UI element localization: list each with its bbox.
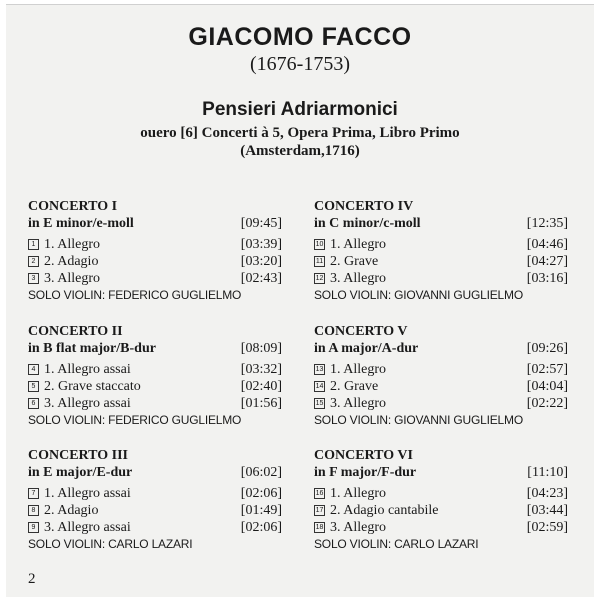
concerto-key: in B flat major/B-dur [28,341,156,356]
soloist-credit: SOLO VIOLIN: CARLO LAZARI [314,537,479,551]
track-duration: [02:06] [240,520,282,535]
track-row [28,502,282,519]
track-number-box: 2 [28,256,39,267]
track-name: 2. Adagio [44,503,99,518]
track-duration: [02:59] [526,520,568,535]
track-row [314,253,568,270]
concerto-total-duration: [06:02] [240,465,282,480]
composer-name: GIACOMO FACCO [188,23,412,51]
track-name: 3. Allegro assai [44,520,131,535]
track-name: 1. Allegro assai [44,362,131,377]
track-row [28,395,282,412]
concerto-block [314,198,568,303]
concerto-total-duration: [11:10] [527,465,568,480]
track-row [314,395,568,412]
track-number-box: 14 [315,383,324,390]
soloist-credit: SOLO VIOLIN: GIOVANNI GUGLIELMO [314,413,523,427]
track-row [314,378,568,395]
concerto-block [314,323,568,428]
work-publication: (Amsterdam,1716) [240,143,360,159]
track-row [28,519,282,536]
track-duration: [03:16] [526,271,568,286]
track-number-box: 9 [28,522,39,533]
concerto-key: in F major/F-dur [314,465,417,480]
track-duration: [04:46] [526,237,568,252]
concerto-block [28,447,282,552]
track-row [28,378,282,395]
track-duration: [02:40] [240,379,282,394]
track-row [314,361,568,378]
track-duration: [03:20] [240,254,282,269]
track-number-box: 13 [315,366,324,373]
track-number-box: 7 [28,488,39,499]
concerto-total-duration: [08:09] [240,341,282,356]
track-number-box: 11 [315,258,324,265]
work-subtitle: ouero [6] Concerti à 5, Opera Prima, Libro Primo [140,125,460,141]
concerto-total-duration: [12:35] [526,216,568,231]
track-duration: [01:49] [240,503,282,518]
track-name: 2. Adagio [44,254,99,269]
track-number-box: 12 [315,275,324,282]
track-number-box: 1 [28,239,39,250]
track-name: 2. Grave [330,254,379,269]
concerto-title: CONCERTO VI [314,448,413,463]
concerto-key-row [28,215,282,232]
concerto-title: CONCERTO II [28,324,123,339]
track-row [314,236,568,253]
concerto-key-row [28,340,282,357]
concerto-block [28,323,282,428]
track-duration: [01:56] [240,396,282,411]
track-number-box: 18 [315,524,324,531]
track-name: 3. Allegro [330,520,386,535]
track-row [314,485,568,502]
concerto-key: in E major/E-dur [28,465,133,480]
track-duration: [03:39] [240,237,282,252]
track-number-box: 17 [315,507,324,514]
concerto-key: in C minor/c-moll [314,216,421,231]
track-name: 1. Allegro assai [44,486,131,501]
track-name: 3. Allegro [330,396,386,411]
concerto-total-duration: [09:26] [526,341,568,356]
track-duration: [02:43] [240,271,282,286]
soloist-credit: SOLO VIOLIN: GIOVANNI GUGLIELMO [314,288,523,302]
concerto-key-row [314,340,568,357]
track-duration: [04:27] [526,254,568,269]
track-name: 3. Allegro [44,271,100,286]
track-name: 1. Allegro [44,237,100,252]
track-number-box: 5 [28,381,39,392]
track-duration: [02:57] [526,362,568,377]
track-name: 1. Allegro [330,237,386,252]
booklet-page [6,4,594,597]
track-duration: [04:04] [526,379,568,394]
track-name: 2. Adagio cantabile [330,503,439,518]
track-row [314,502,568,519]
track-duration: [02:22] [526,396,568,411]
track-name: 3. Allegro assai [44,396,131,411]
track-duration: [04:23] [526,486,568,501]
track-duration: [03:44] [526,503,568,518]
soloist-credit: SOLO VIOLIN: FEDERICO GUGLIELMO [28,288,242,302]
track-name: 3. Allegro [330,271,386,286]
concerto-title: CONCERTO IV [314,199,414,214]
track-duration: [02:06] [240,486,282,501]
track-number-box: 8 [28,505,39,516]
concerto-block [314,447,568,552]
concerto-key-row [314,464,568,481]
concerto-title: CONCERTO I [28,199,118,214]
concerto-block [28,198,282,303]
track-name: 1. Allegro [330,362,386,377]
track-row [28,253,282,270]
concerto-title: CONCERTO V [314,324,408,339]
soloist-credit: SOLO VIOLIN: FEDERICO GUGLIELMO [28,413,242,427]
concerto-total-duration: [09:45] [240,216,282,231]
soloist-credit: SOLO VIOLIN: CARLO LAZARI [28,537,193,551]
track-number-box: 4 [28,364,39,375]
page-number: 2 [28,571,36,587]
concerto-key-row [28,464,282,481]
track-number-box: 6 [28,398,39,409]
concerto-title: CONCERTO III [28,448,128,463]
concerto-key: in E minor/e-moll [28,216,134,231]
track-number-box: 16 [315,490,324,497]
track-name: 1. Allegro [330,486,386,501]
track-number-box: 3 [28,273,39,284]
track-number-box: 10 [315,241,324,248]
concerto-key-row [314,215,568,232]
track-row [28,485,282,502]
track-name: 2. Grave staccato [44,379,141,394]
composer-dates: (1676-1753) [250,53,350,75]
track-row [28,361,282,378]
work-title: Pensieri Adriarmonici [202,99,398,120]
track-row [314,270,568,287]
track-number-box: 15 [315,400,324,407]
track-row [28,236,282,253]
track-row [28,270,282,287]
track-name: 2. Grave [330,379,379,394]
concerto-key: in A major/A-dur [314,341,419,356]
track-row [314,519,568,536]
track-duration: [03:32] [240,362,282,377]
